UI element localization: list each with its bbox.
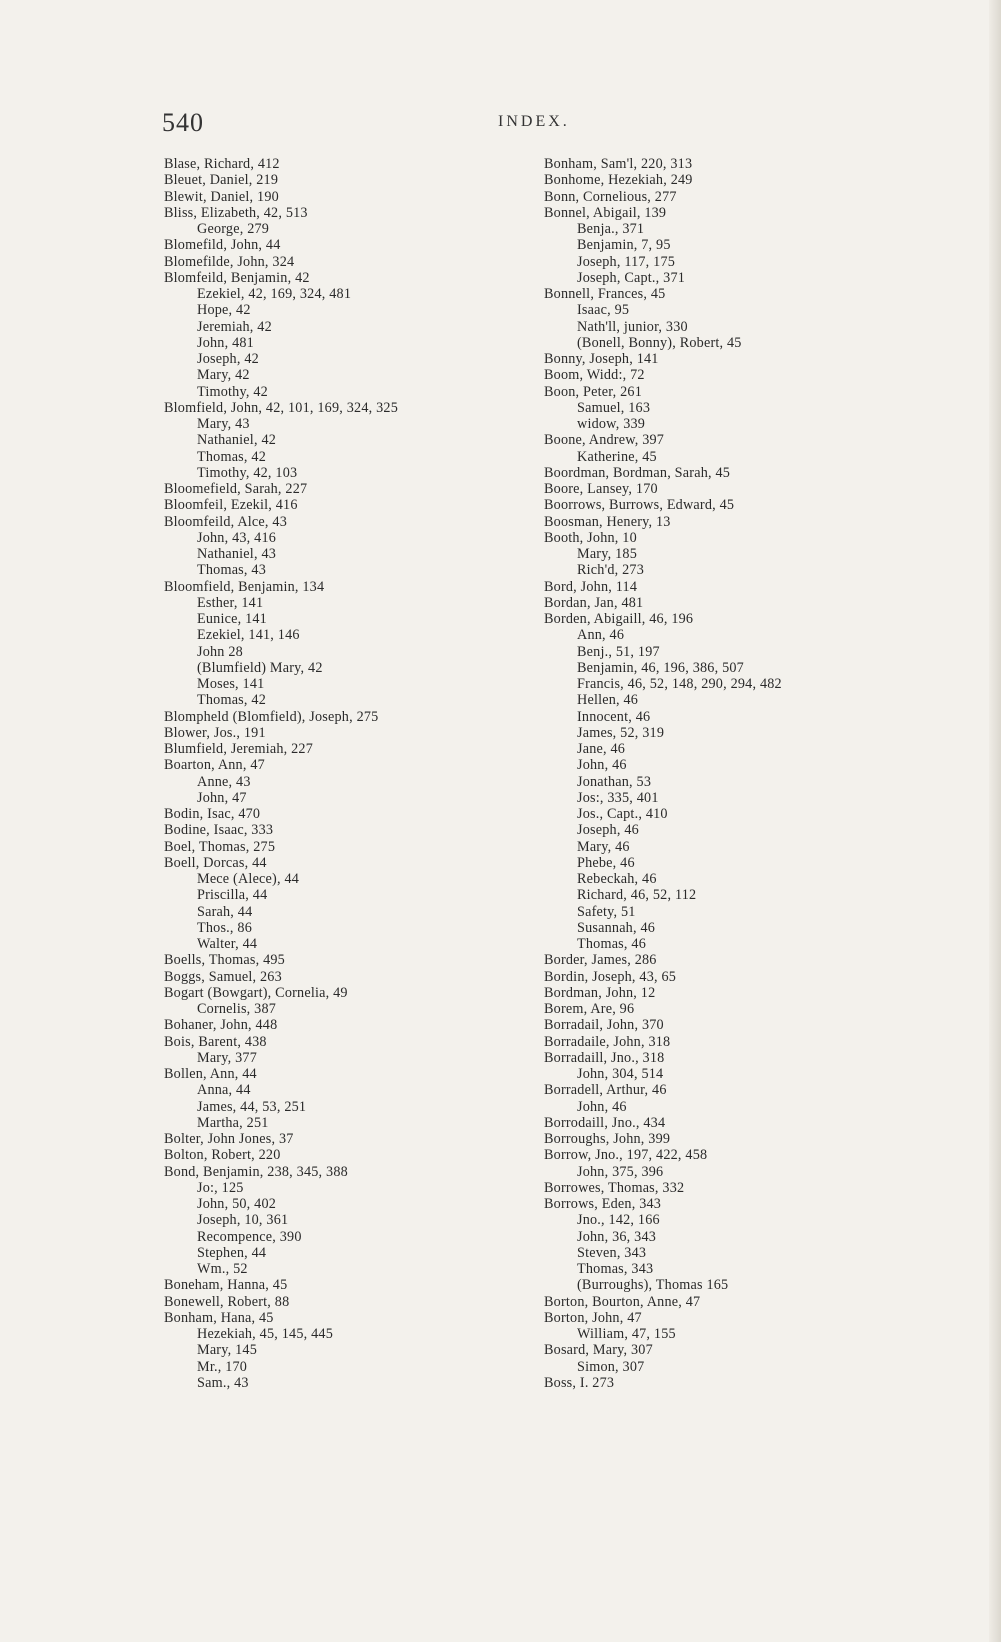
index-subentry: John, 375, 396: [577, 1163, 664, 1180]
index-subentry: Timothy, 42: [197, 383, 268, 400]
index-entry: Borradaill, Jno., 318: [544, 1049, 665, 1066]
index-entry: Boore, Lansey, 170: [544, 481, 658, 497]
index-subentry: Richard, 46, 52, 112: [577, 887, 697, 904]
index-entry: Bonham, Hana, 45: [164, 1309, 274, 1326]
index-entry: Blomefilde, John, 324: [164, 253, 295, 270]
index-entry: Blomefild, John, 44: [164, 237, 281, 254]
index-subentry: Steven, 343: [577, 1244, 647, 1261]
index-subentry: (Blumfield) Mary, 42: [197, 659, 323, 676]
index-entry: Bordan, Jan, 481: [544, 594, 644, 611]
index-subentry: Benja., 371: [577, 221, 645, 237]
index-entry: Borton, Bourton, Anne, 47: [544, 1293, 701, 1310]
index-subentry: Thomas, 43: [197, 562, 266, 579]
index-subentry: Rich'd, 273: [577, 562, 645, 579]
index-subentry: Stephen, 44: [197, 1244, 267, 1261]
index-entry: Bliss, Elizabeth, 42, 513: [164, 204, 308, 221]
index-subentry: Hellen, 46: [577, 692, 639, 709]
index-entry: Boell, Dorcas, 44: [164, 854, 267, 871]
index-entry: Bonnell, Frances, 45: [544, 286, 666, 302]
index-subentry: Jos., Capt., 410: [577, 806, 668, 822]
index-subentry: Sam., 43: [197, 1374, 249, 1391]
index-entry: Bonhome, Hezekiah, 249: [544, 172, 693, 189]
index-subentry: John, 46: [577, 757, 627, 774]
page-header: [0, 108, 1001, 148]
index-subentry: Jo:, 125: [197, 1179, 244, 1196]
index-entry: Borradaile, John, 318: [544, 1033, 671, 1050]
index-subentry: Simon, 307: [577, 1358, 645, 1375]
index-subentry: John, 481: [197, 334, 254, 351]
index-subentry: Thos., 86: [197, 919, 253, 936]
index-entry: Bond, Benjamin, 238, 345, 388: [164, 1163, 348, 1180]
index-entry: Bolton, Robert, 220: [164, 1147, 281, 1164]
index-subentry: Wm., 52: [197, 1261, 248, 1277]
index-column-left: [164, 156, 504, 1391]
index-entry: Blomfeild, Benjamin, 42: [164, 269, 310, 286]
index-entry: Bogart (Bowgart), Cornelia, 49: [164, 984, 348, 1001]
index-entry: Boel, Thomas, 275: [164, 838, 276, 855]
index-entry: Bosard, Mary, 307: [544, 1342, 653, 1359]
index-subentry: John, 43, 416: [197, 529, 277, 546]
index-subentry: Martha, 251: [197, 1114, 269, 1131]
index-subentry: Francis, 46, 52, 148, 290, 294, 482: [577, 676, 782, 692]
index-subentry: Nathaniel, 42: [197, 432, 277, 449]
index-subentry: Benj., 51, 197: [577, 643, 660, 660]
index-subentry: Ezekiel, 42, 169, 324, 481: [197, 286, 352, 302]
index-entry: Bodine, Isaac, 333: [164, 822, 274, 839]
index-subentry: Ezekiel, 141, 146: [197, 627, 300, 644]
index-entry: Borden, Abigaill, 46, 196: [544, 611, 694, 627]
index-subentry: widow, 339: [577, 416, 646, 432]
index-subentry: Mary, 43: [197, 416, 250, 432]
index-subentry: John, 47: [197, 789, 247, 806]
index-subentry: John, 36, 343: [577, 1228, 657, 1245]
index-entry: Border, James, 286: [544, 952, 657, 969]
index-subentry: Walter, 44: [197, 936, 258, 952]
index-subentry: Mary, 145: [197, 1342, 257, 1359]
index-entry: Borrows, Eden, 343: [544, 1196, 662, 1212]
index-subentry: Thomas, 46: [577, 936, 646, 952]
index-subentry: Recompence, 390: [197, 1228, 302, 1245]
index-entry: Blower, Jos., 191: [164, 724, 266, 741]
index-subentry: William, 47, 155: [577, 1326, 676, 1342]
index-subentry: James, 52, 319: [577, 724, 665, 741]
index-entry: Boggs, Samuel, 263: [164, 968, 282, 985]
index-entry: Blewit, Daniel, 190: [164, 188, 279, 205]
index-entry: Boom, Widd:, 72: [544, 367, 645, 384]
index-subentry: Moses, 141: [197, 676, 265, 692]
index-entry: Boss, I. 273: [544, 1374, 615, 1391]
index-entry: Boordman, Bordman, Sarah, 45: [544, 464, 731, 481]
index-subentry: Katherine, 45: [577, 448, 657, 465]
index-entry: Borroughs, John, 399: [544, 1131, 671, 1147]
index-subentry: Mece (Alece), 44: [197, 871, 300, 887]
index-subentry: Rebeckah, 46: [577, 871, 657, 887]
index-entry: Borrowes, Thomas, 332: [544, 1179, 685, 1196]
index-entry: Borradell, Arthur, 46: [544, 1082, 667, 1099]
index-subentry: John, 304, 514: [577, 1066, 664, 1082]
index-entry: Boorrows, Burrows, Edward, 45: [544, 497, 735, 514]
index-entry: Bonham, Sam'l, 220, 313: [544, 156, 693, 172]
index-entry: Bordin, Joseph, 43, 65: [544, 968, 677, 985]
index-subentry: Priscilla, 44: [197, 887, 268, 904]
index-subentry: John, 46: [577, 1098, 627, 1115]
index-subentry: James, 44, 53, 251: [197, 1098, 307, 1115]
index-entry: Blumfield, Jeremiah, 227: [164, 741, 314, 757]
index-entry: Borradail, John, 370: [544, 1017, 664, 1034]
index-subentry: Joseph, 42: [197, 351, 259, 367]
index-entry: Boon, Peter, 261: [544, 383, 642, 400]
index-entry: Bonny, Joseph, 141: [544, 351, 659, 367]
index-subentry: Timothy, 42, 103: [197, 464, 298, 481]
index-entry: Bonn, Cornelious, 277: [544, 188, 677, 205]
index-subentry: (Bonell, Bonny), Robert, 45: [577, 334, 742, 351]
index-entry: Borrodaill, Jno., 434: [544, 1114, 666, 1131]
running-head: INDEX.: [498, 113, 570, 130]
index-subentry: Hope, 42: [197, 302, 251, 319]
index-subentry: Jno., 142, 166: [577, 1212, 660, 1229]
index-subentry: Anne, 43: [197, 773, 251, 790]
index-entry: Borton, John, 47: [544, 1309, 642, 1326]
index-subentry: Susannah, 46: [577, 919, 656, 936]
index-entry: Boosman, Henery, 13: [544, 513, 671, 530]
index-entry: Bloomfeil, Ezekil, 416: [164, 497, 298, 514]
index-subentry: Mary, 42: [197, 367, 250, 384]
index-subentry: Jeremiah, 42: [197, 318, 272, 335]
index-subentry: Hezekiah, 45, 145, 445: [197, 1326, 333, 1342]
index-subentry: Samuel, 163: [577, 399, 651, 416]
index-subentry: Mr., 170: [197, 1358, 248, 1375]
index-subentry: Thomas, 42: [197, 448, 266, 465]
index-column-right: [544, 156, 874, 1391]
index-entry: Bloomfield, Benjamin, 134: [164, 578, 325, 595]
index-entry: Bohaner, John, 448: [164, 1017, 278, 1034]
index-subentry: Nathaniel, 43: [197, 546, 277, 562]
index-subentry: Joseph, 117, 175: [577, 253, 676, 270]
index-entry: Booth, John, 10: [544, 529, 637, 546]
index-subentry: Sarah, 44: [197, 903, 253, 920]
index-entry: Borem, Are, 96: [544, 1001, 635, 1017]
index-subentry: Jos:, 335, 401: [577, 789, 659, 806]
index-subentry: Benjamin, 46, 196, 386, 507: [577, 659, 744, 676]
index-subentry: Mary, 46: [577, 838, 630, 855]
index-subentry: Cornelis, 387: [197, 1001, 277, 1017]
index-entry: Bois, Barent, 438: [164, 1033, 267, 1050]
index-entry: Boone, Andrew, 397: [544, 432, 665, 449]
index-entry: Blomfield, John, 42, 101, 169, 324, 325: [164, 399, 399, 416]
index-subentry: Esther, 141: [197, 594, 264, 611]
index-entry: Boneham, Hanna, 45: [164, 1277, 288, 1294]
index-entry: Bord, John, 114: [544, 578, 638, 595]
index-subentry: Mary, 185: [577, 546, 637, 562]
index-subentry: Safety, 51: [577, 903, 636, 920]
index-subentry: Jane, 46: [577, 741, 626, 757]
index-entry: Blompheld (Blomfield), Joseph, 275: [164, 708, 379, 725]
index-subentry: Ann, 46: [577, 627, 625, 644]
index-subentry: George, 279: [197, 221, 270, 237]
page-number: 540: [162, 108, 204, 137]
index-subentry: Eunice, 141: [197, 611, 267, 627]
index-entry: Bodin, Isac, 470: [164, 806, 261, 822]
index-subentry: Mary, 377: [197, 1049, 257, 1066]
index-entry: Bolter, John Jones, 37: [164, 1131, 294, 1147]
index-subentry: Joseph, 10, 361: [197, 1212, 289, 1229]
index-subentry: John 28: [197, 643, 243, 660]
index-subentry: Phebe, 46: [577, 854, 635, 871]
index-subentry: (Burroughs), Thomas 165: [577, 1277, 729, 1294]
index-entry: Bloomefield, Sarah, 227: [164, 481, 308, 497]
index-entry: Bleuet, Daniel, 219: [164, 172, 279, 189]
index-entry: Borrow, Jno., 197, 422, 458: [544, 1147, 708, 1164]
index-subentry: Thomas, 343: [577, 1261, 654, 1277]
index-entry: Bonnel, Abigail, 139: [544, 204, 667, 221]
index-entry: Boarton, Ann, 47: [164, 757, 265, 774]
index-entry: Bordman, John, 12: [544, 984, 656, 1001]
index-subentry: Anna, 44: [197, 1082, 251, 1099]
index-subentry: Innocent, 46: [577, 708, 651, 725]
index-entry: Bollen, Ann, 44: [164, 1066, 257, 1082]
index-subentry: Benjamin, 7, 95: [577, 237, 671, 254]
index-subentry: Jonathan, 53: [577, 773, 652, 790]
index-subentry: Joseph, 46: [577, 822, 639, 839]
index-entry: Bloomfeild, Alce, 43: [164, 513, 287, 530]
index-subentry: Isaac, 95: [577, 302, 630, 319]
index-entry: Boells, Thomas, 495: [164, 952, 285, 969]
index-entry: Bonewell, Robert, 88: [164, 1293, 290, 1310]
index-subentry: Thomas, 42: [197, 692, 266, 709]
page-edge: [989, 0, 1001, 1642]
index-subentry: John, 50, 402: [197, 1196, 277, 1212]
index-entry: Blase, Richard, 412: [164, 156, 280, 172]
index-subentry: Joseph, Capt., 371: [577, 269, 686, 286]
index-subentry: Nath'll, junior, 330: [577, 318, 688, 335]
